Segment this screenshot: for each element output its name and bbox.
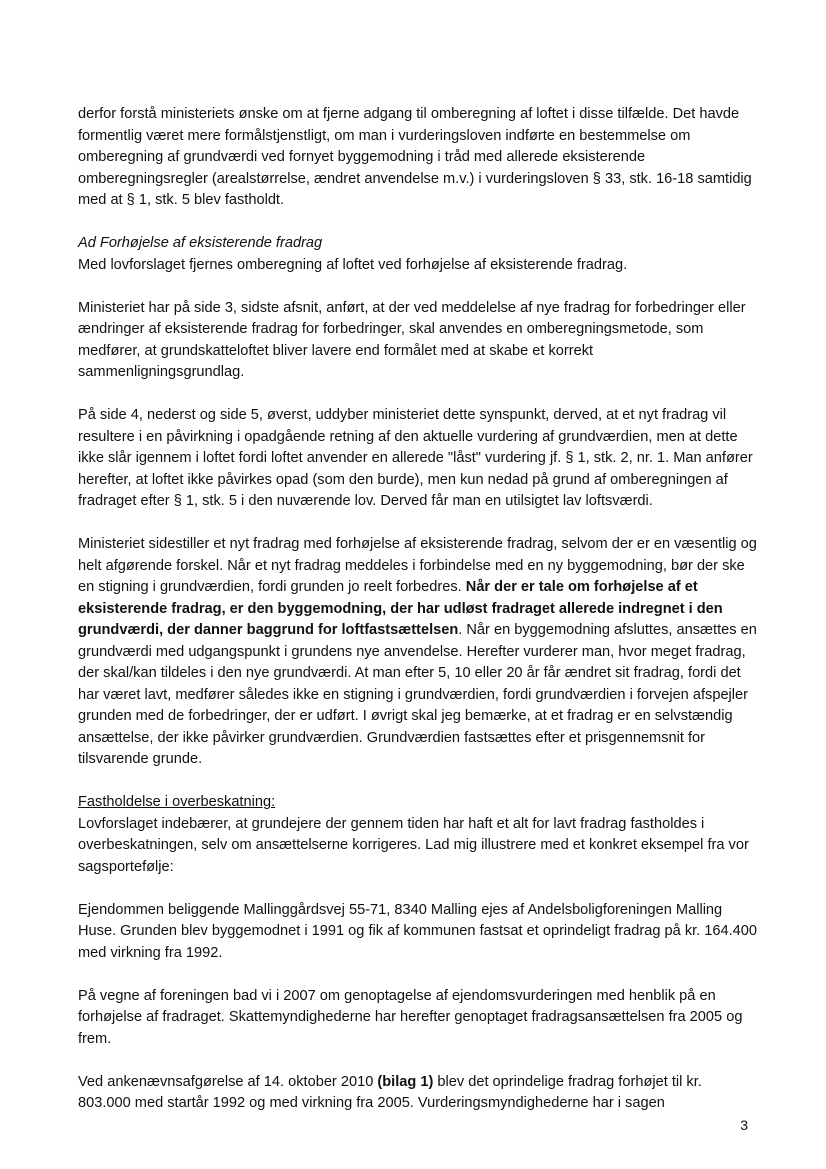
section-intro: Med lovforslaget fjernes omberegning af loftet ved forhøjelse af eksisterende fradrag. [78, 256, 628, 273]
paragraph [78, 534, 758, 771]
section-heading: Fastholdelse i overbeskatning: [78, 794, 276, 810]
paragraph: På side 4, nederst og side 5, øverst, uddyber ministeriet dette synspunkt, derved, at et nyt fradrag vil resultere i en påvirkning i opadgående retning af den aktuelle vurdering af grundværdien, men at dette ikke slår igennem i loftet fordi loftet anvender en allerede "låst" vurdering jf. § 1, stk. 2, nr. 1. Man anfører herefter, at loftet ikke påvirkes opad (som den burde), men kun nedad på grund af omberegningen af fradraget efter § 1, stk. 5 i den nuværende lov. Derved får man en utilsigtet lav loftsværdi. [78, 407, 753, 509]
paragraph [78, 1072, 758, 1115]
emphasis-text: Når der er tale om forhøjelse af et eksisterende fradrag, er den byggemodning, der har udløst fradraget allerede indregnet i den grundværdi, der danner baggrund for loftfastsættelsen [78, 579, 723, 638]
paragraph-text: . Når en byggemodning afsluttes, ansættes en grundværdi med udgangspunkt i grundens nye anvendelse. Herefter vurderer man, hvor meget fradrag, der skal/kan tildeles i den nye grundværdi. At man efter 5, 10 eller 20 år får ændret sit fradrag, fordi det har været lavt, medfører således ikke en stigning i grundværdien, fordi grundværdien i forvejen afspejler grunden med de forbedringer, der er udført. I øvrigt skal jeg bemærke, at et fradrag er en selvstændig ansættelse, der ikke påvirker grundværdien. Grundværdien fastsættes efter et prisgennemsnit for tilsvarende grunde. [78, 622, 757, 767]
paragraph-text: Ved ankenævnsafgørelse af 14. oktober 2010 [78, 1073, 378, 1090]
page-number: 3 [740, 1117, 748, 1133]
paragraph: Ministeriet har på side 3, sidste afsnit, anført, at der ved meddelelse af nye fradrag for forbedringer eller ændringer af eksisterende fradrag for forbedringer, skal anvendes en omberegningsmetode, som medfører, at grundskatteloftet bliver lavere end formålet med at skabe et korrekt sammenligningsgrundlag. [78, 299, 746, 380]
section-intro: Lovforslaget indebærer, at grundejere der gennem tiden har haft et alt for lavt fradrag fastholdes i overbeskatningen, selv om ansættelserne korrigeres. Lad mig illustrere med et konkret eksempel fra vor sagsportefølje: [78, 815, 749, 875]
paragraph-text: blev det oprindelige fradrag forhøjet til kr. 803.000 med startår 1992 og med virkning fra 2005. Vurderingsmyndighederne har i sagen [78, 1073, 702, 1111]
paragraph-text: Ministeriet sidestiller et nyt fradrag med forhøjelse af eksisterende fradrag, selvom der er en væsentlig og helt afgørende forskel. Når et nyt fradrag meddeles i forbindelse med en ny byggemodning, bør der ske en stigning i grundværdien, fordi grunden jo reelt forbedres. [78, 536, 757, 595]
section-forhoejelse [78, 233, 758, 276]
section-heading: Ad Forhøjelse af eksisterende fradrag [78, 235, 323, 251]
paragraph: derfor forstå ministeriets ønske om at fjerne adgang til omberegning af loftet i disse tilfælde. Det havde formentlig været mere formålstjenstligt, om man i vurderingsloven indførte en bestemmelse om omberegning af grundværdi ved fornyet byggemodning i tråd med allerede eksisterende omberegningsregler (arealstørrelse, ændret anvendelse m.v.) i vurderingsloven § 33, stk. 16-18 samtidig med at § 1, stk. 5 blev fastholdt. [78, 106, 752, 208]
paragraph: På vegne af foreningen bad vi i 2007 om genoptagelse af ejendomsvurderingen med henblik på en forhøjelse af fradraget. Skattemyndighederne har herefter genoptaget fradragsansættelsen fra 2005 og frem. [78, 987, 743, 1047]
paragraph: Ejendommen beliggende Mallinggårdsvej 55-71, 8340 Malling ejes af Andelsboligforeningen Malling Huse. Grunden blev byggemodnet i 1991 og fik af kommunen fastsat et oprindeligt fradrag på kr. 164.400 med virkning fra 1992. [78, 901, 758, 961]
exhibit-reference: (bilag 1) [377, 1073, 434, 1090]
section-fastholdelse [78, 792, 758, 878]
document-page [78, 104, 758, 1136]
